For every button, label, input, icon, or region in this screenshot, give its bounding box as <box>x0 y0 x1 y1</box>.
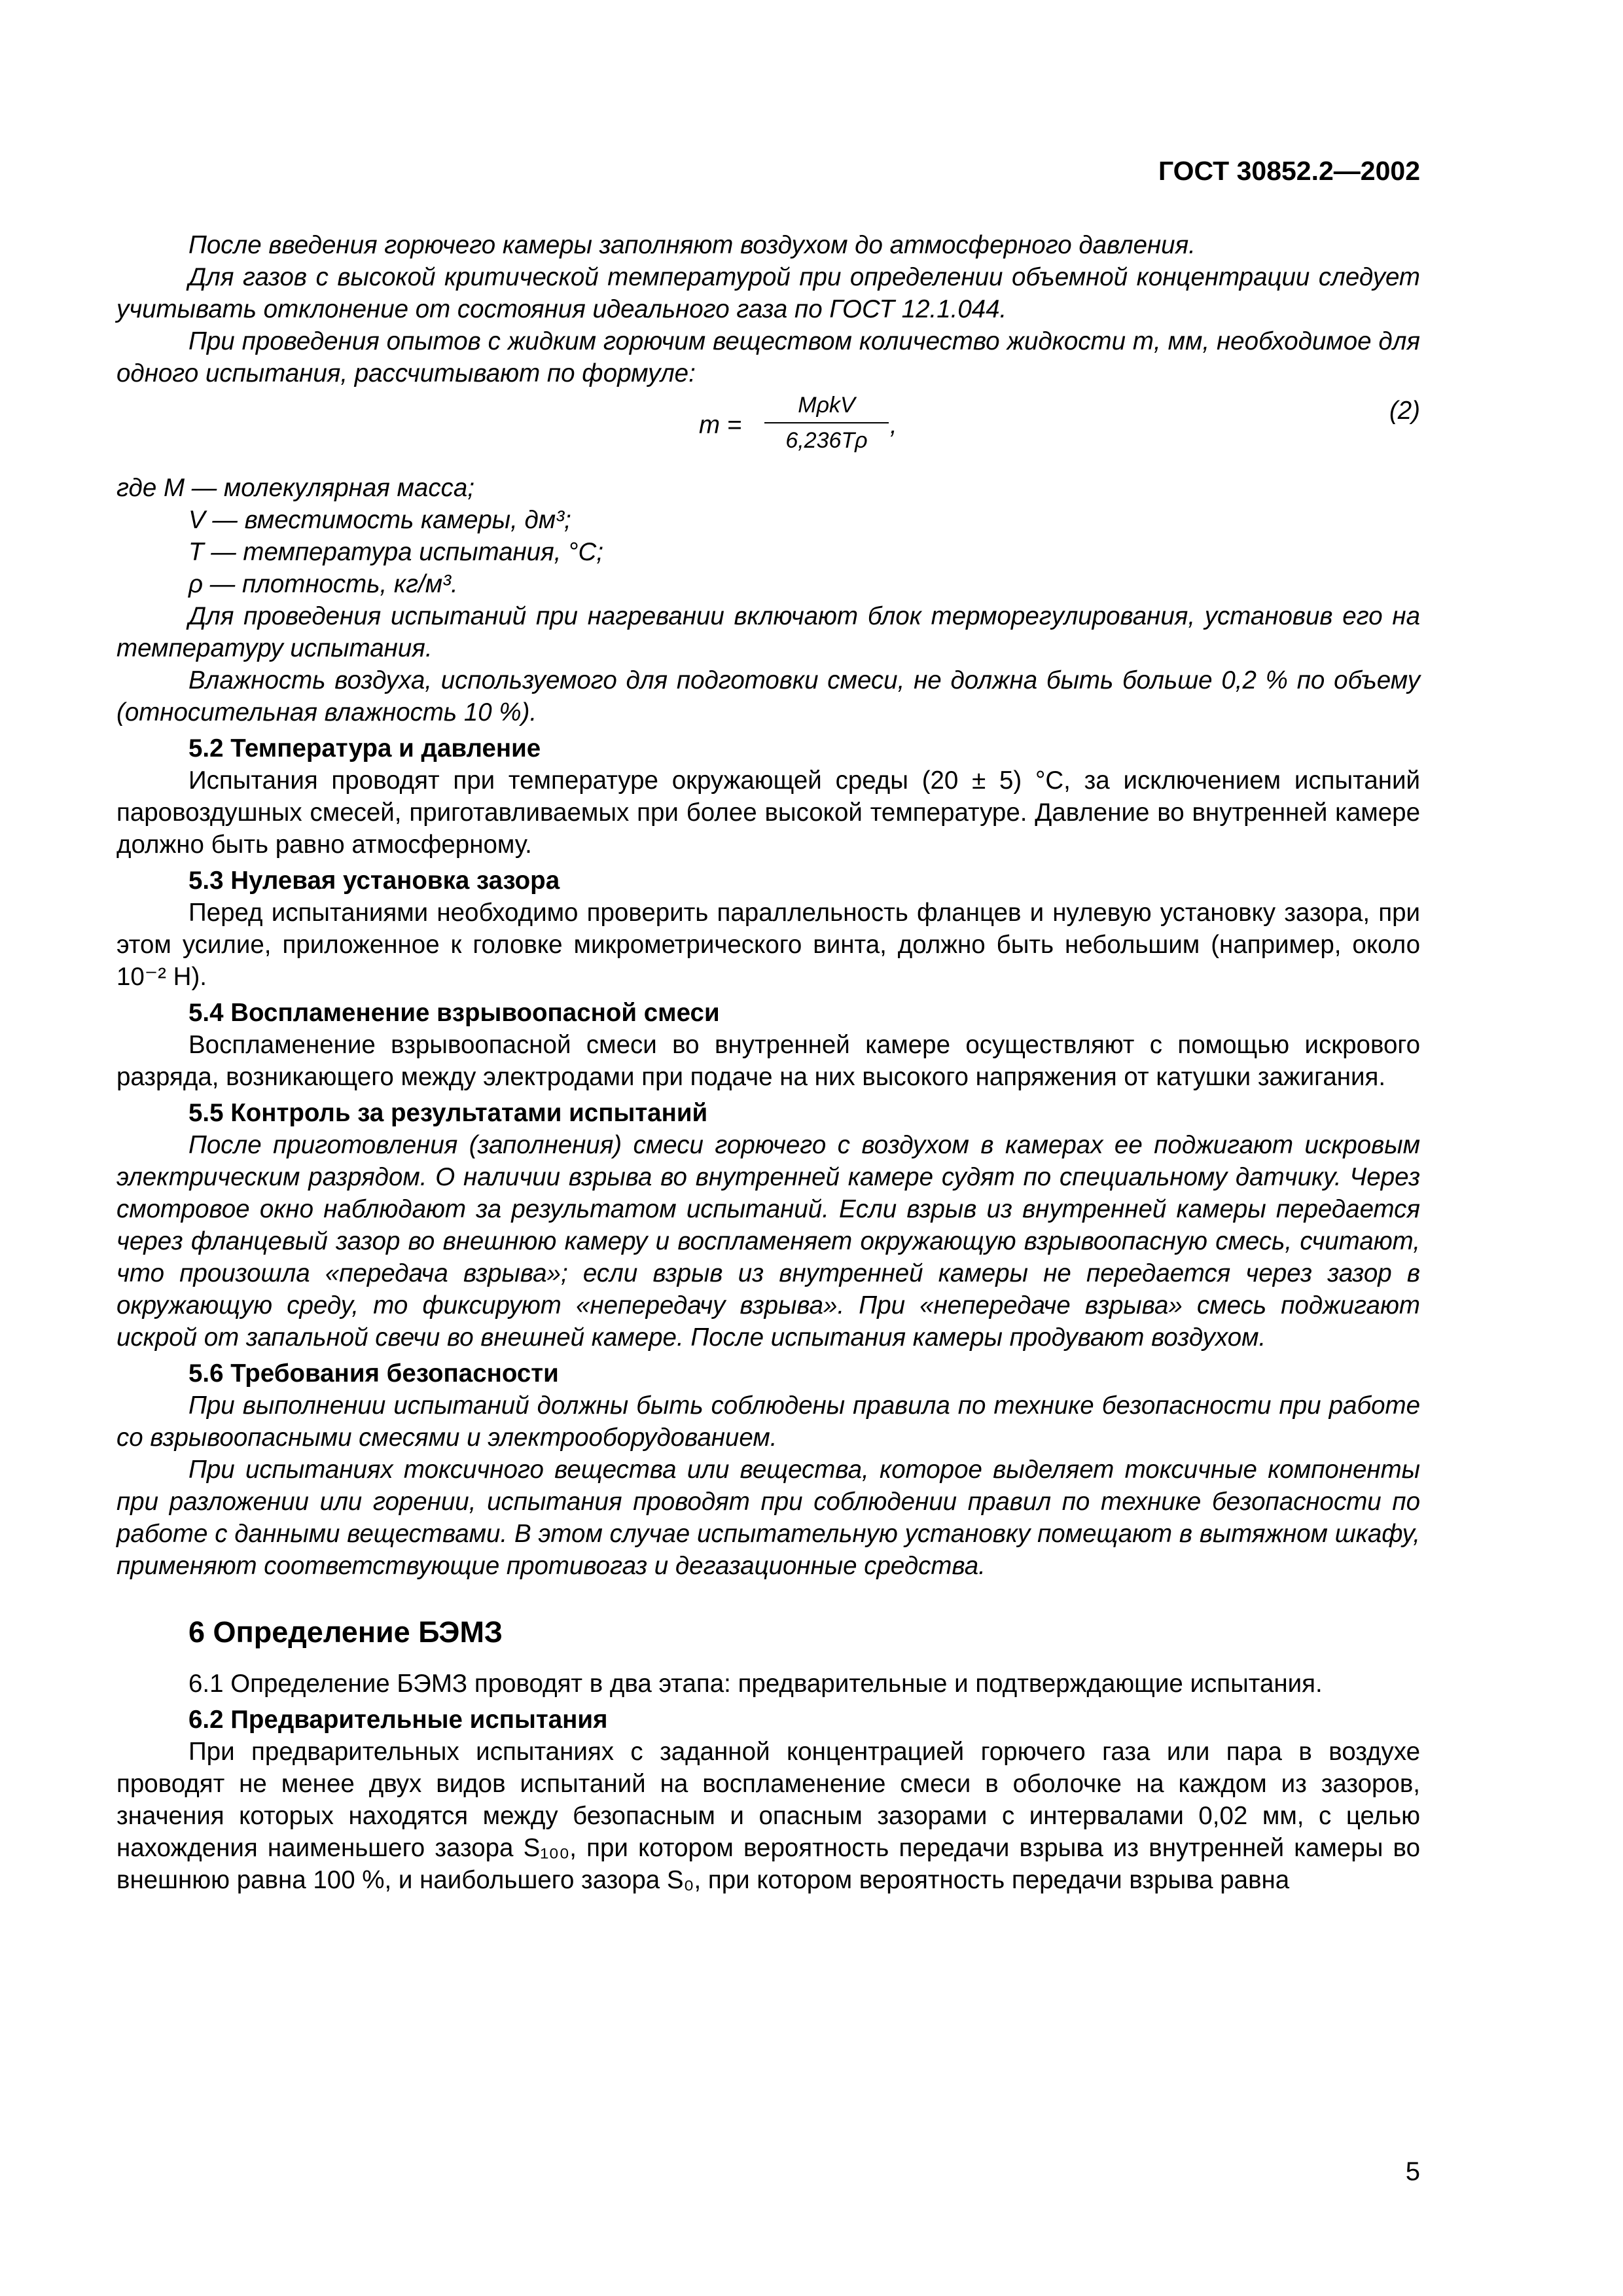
paragraph: При проведения опытов с жидким горючим веществом количество жидкости m, мм, необходимое для одного испытания, рассчитывают по формуле: <box>116 327 1420 387</box>
section-heading-5-4: 5.4 Воспламенение взрывоопасной смеси <box>188 999 720 1027</box>
section-heading-5-5: 5.5 Контроль за результатами испытаний <box>188 1099 708 1127</box>
paragraph: Влажность воздуха, используемого для подготовки смеси, не должна быть больше 0,2 % по объему (относительная влажность 10 %). <box>116 666 1420 726</box>
formula-numerator: MρkV <box>798 393 855 418</box>
formula-fraction <box>764 391 889 455</box>
section-heading-5-6: 5.6 Требования безопасности <box>188 1359 559 1388</box>
formula-lhs: m = <box>699 411 742 439</box>
formula-comma: , <box>890 411 897 439</box>
section-heading-6: 6 Определение БЭМЗ <box>188 1615 503 1649</box>
legend-line: T — температура испытания, °С; <box>188 538 603 566</box>
formula-2 <box>116 391 1420 469</box>
paragraph: При выполнении испытаний должны быть соблюдены правила по технике безопасности при работе со взрывоопасными смесями и электрооборудованием. <box>116 1391 1420 1452</box>
paragraph: После введения горючего камеры заполняют воздухом до атмосферного давления. <box>188 231 1196 259</box>
paragraph: При предварительных испытаниях с заданной концентрацией горючего газа или пара в воздухе проводят не менее двух видов испытаний на воспламенение смеси в оболочке на каждом из зазоров, значения которых находятся между безопасным и опасным зазорами с интервалами 0,02 мм, с целью нахождения наименьшего зазора S₁₀₀, при котором вероятность передачи взрыва из внутренней камеры во внешнюю равна 100 %, и наибольшего зазора S₀, при котором вероятность передачи взрыва равна <box>116 1738 1420 1894</box>
paragraph: Воспламенение взрывоопасной смеси во внутренней камере осуществляют с помощью искрового разряда, возникающего между электродами при подаче на них высокого напряжения от катушки зажигания. <box>116 1031 1420 1091</box>
standard-designation: ГОСТ 30852.2—2002 <box>1158 156 1420 186</box>
paragraph: Испытания проводят при температуре окружающей среды (20 ± 5) °С, за исключением испытаний паровоздушных смесей, приготавливаемых при более высокой температуре. Давление во внутренней камере должно быть равно атмосферному. <box>116 766 1420 859</box>
paragraph: 6.1 Определение БЭМЗ проводят в два этапа: предварительные и подтверждающие испытания. <box>188 1670 1323 1698</box>
formula-denominator: 6,236Tρ <box>785 428 868 453</box>
fraction-bar <box>764 422 889 423</box>
paragraph: Для проведения испытаний при нагревании включают блок терморегулирования, установив его на температуру испытания. <box>116 602 1420 662</box>
page-number: 5 <box>1405 2157 1420 2186</box>
paragraph: Для газов с высокой критической температурой при определении объемной концентрации следует учитывать отклонение от состояния идеального газа по ГОСТ 12.1.044. <box>116 263 1420 323</box>
paragraph: Перед испытаниями необходимо проверить параллельность фланцев и нулевую установку зазора, при этом усилие, приложенное к головке микрометрического винта, должно быть небольшим (например, около 10⁻² Н). <box>116 899 1420 991</box>
paragraph: После приготовления (заполнения) смеси горючего с воздухом в камерах ее поджигают искровым электрическим разрядом. О наличии взрыва во внутренней камере судят по специальному датчику. Через смотровое окно наблюдают за результатом испытаний. Если взрыв из внутренней камеры передается через фланцевый зазор во внешнюю камеру и воспламеняет окружающую взрывоопасную смесь, считают, что произошла «передача взрыва»; если взрыв из внутренней камеры не передается через зазор в окружающую среду, то фиксируют «непередачу взрыва». При «непередаче взрыва» смесь поджигают искрой от запальной свечи во внешней камере. После испытания камеры продувают воздухом. <box>116 1131 1420 1352</box>
section-heading-5-2: 5.2 Температура и давление <box>188 734 541 762</box>
legend-line: ρ — плотность, кг/м³. <box>188 570 458 598</box>
section-heading-5-3: 5.3 Нулевая установка зазора <box>188 867 560 895</box>
section-heading-6-2: 6.2 Предварительные испытания <box>188 1706 608 1734</box>
paragraph: При испытаниях токсичного вещества или вещества, которое выделяет токсичные компоненты при разложении или горении, испытания проводят при соблюдении правил по технике безопасности по работе с данными веществами. В этом случае испытательную установку помещают в вытяжном шкафу, применяют соответствующие противогаз и дегазационные средства. <box>116 1456 1420 1580</box>
formula-number: (2) <box>1389 397 1420 425</box>
legend-line: V — вместимость камеры, дм³; <box>188 506 571 534</box>
legend-line: где M — молекулярная масса; <box>116 474 474 502</box>
text-column <box>116 229 1420 1896</box>
